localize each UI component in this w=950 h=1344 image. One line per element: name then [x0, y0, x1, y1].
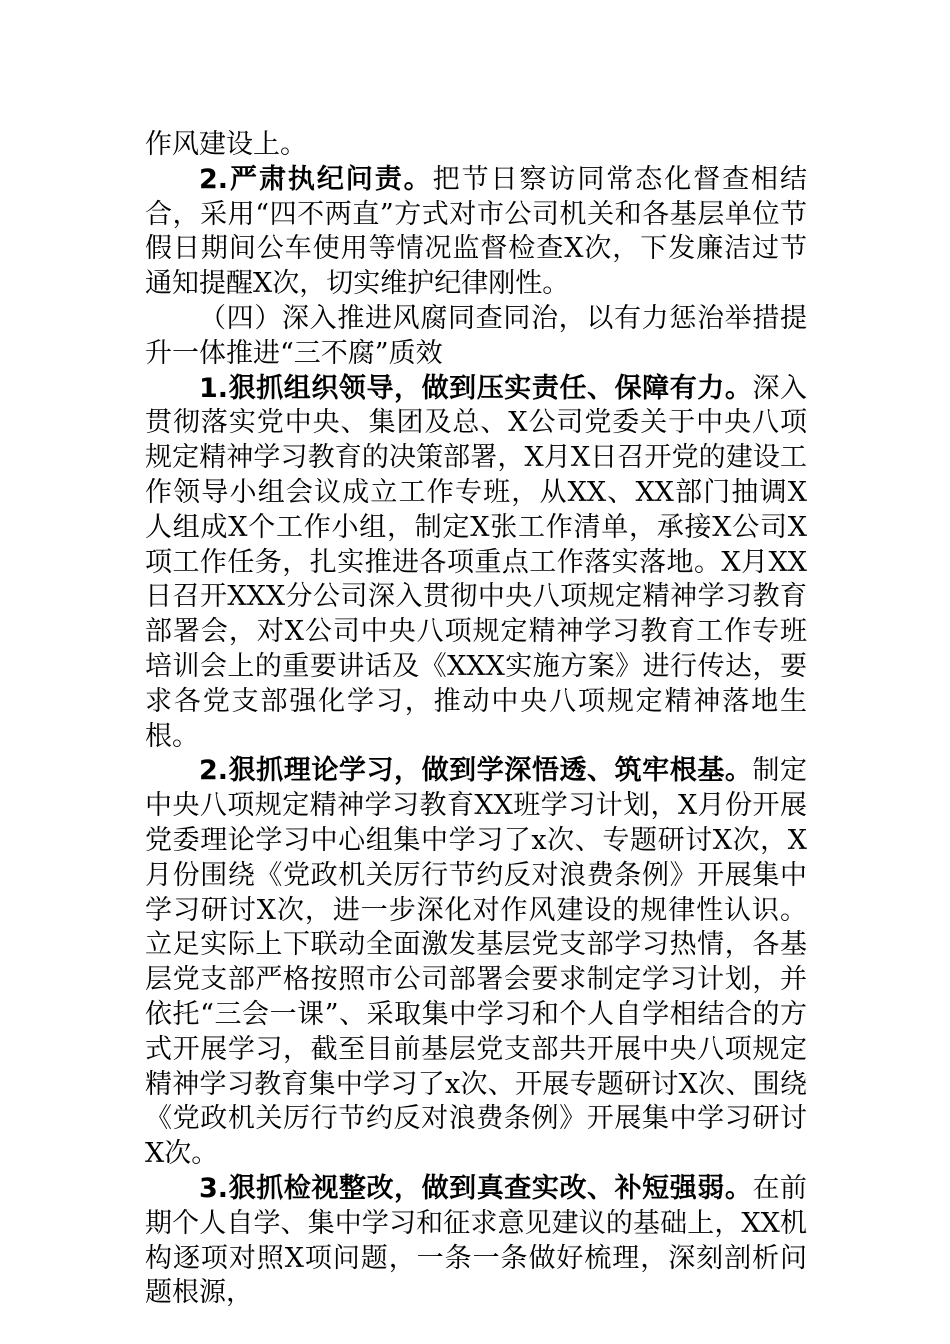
paragraph-4-heading: 1.狠抓组织领导，做到压实责任、保障有力。 [199, 372, 753, 404]
paragraph-4 [145, 372, 807, 755]
paragraph-3-text: （四）深入推进风腐同查同治，以有力惩治举措提升一体推进“三不腐”质效 [145, 302, 807, 369]
paragraph-5-text: 制定中央八项规定精神学习教育XX班学习计划，X月份开展党委理论学习中心组集中学习了x次、专题研讨X次，X月份围绕《党政机关厉行节约反对浪费条例》开展集中学习研讨X次，进一步深化对作风建设的规律性认识。立足实际上下联动全面激发基层党支部学习热情，各基层党支部严格按照市公司部署会要求制定学习计划，并依托“三会一课”、采取集中学习和个人自学相结合的方式开展学习，截至目前基层党支部共开展中央八项规定精神学习教育集中学习了x次、开展专题研讨X次、围绕《党政机关厉行节约反对浪费条例》开展集中学习研讨X次。 [145, 755, 808, 1170]
paragraph-2-heading: 2.严肃执纪问责。 [199, 163, 433, 195]
paragraph-1 [145, 128, 807, 163]
paragraph-6-text: 在前期个人自学、集中学习和征求意见建议的基础上，XX机构逐项对照X项问题，一条一条做好梳理，深刻剖析问题根源， [145, 1172, 808, 1309]
paragraph-6-heading: 3.狠抓检视整改，做到真查实改、补短强弱。 [199, 1172, 753, 1204]
paragraph-5-heading: 2.狠抓理论学习，做到学深悟透、筑牢根基。 [199, 755, 753, 787]
paragraph-5 [145, 754, 807, 1172]
paragraph-6 [145, 1172, 807, 1311]
paragraph-1-text: 作风建设上。 [145, 129, 307, 160]
paragraph-2-text: 把节日察访同常态化督查相结合，采用“四不两直”方式对市公司机关和各基层单位节假日期间公车使用等情况监督检查X次，下发廉洁过节通知提醒X次，切实维护纪律刚性。 [145, 163, 807, 300]
paragraph-4-text: 深入贯彻落实党中央、集团及总、X公司党委关于中央八项规定精神学习教育的决策部署，X月X日召开党的建设工作领导小组会议成立工作专班，从XX、XX部门抽调X人组成X个工作小组，制定X张工作清单，承接X公司X项工作任务，扎实推进各项重点工作落实落地。X月XX日召开XXX分公司深入贯彻中央八项规定精神学习教育部署会，对X公司中央八项规定精神学习教育工作专班培训会上的重要讲话及《XXX实施方案》进行传达，要求各党支部强化学习，推动中央八项规定精神落地生根。 [145, 372, 808, 752]
paragraph-2 [145, 163, 807, 302]
document-page [145, 128, 807, 1311]
section-heading-4 [145, 302, 807, 372]
